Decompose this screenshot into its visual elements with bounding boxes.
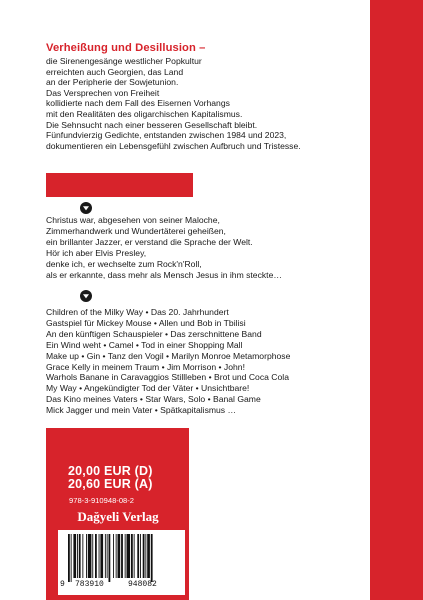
barcode-right-group: 948082 xyxy=(128,580,157,589)
blurb-heading: Verheißung und Desillusion – xyxy=(46,42,206,54)
intro-line: an der Peripherie der Sowjetunion. xyxy=(46,77,179,88)
barcode-first-digit: 9 xyxy=(60,580,65,589)
publisher-logo: Dağyeli Verlag xyxy=(77,509,159,524)
poem-line: Christus war, abgesehen von seiner Maloche, xyxy=(46,215,220,225)
titles-line: Warhols Banane in Caravaggios Stillleben • Brot und Coca Cola xyxy=(46,372,289,383)
poem-line: als er erkannte, dass mehr als Mensch Jesus in ihm steckte… xyxy=(46,269,282,280)
intro-line: kollidierte nach dem Fall des Eisernen Vorhangs xyxy=(46,98,230,109)
price-germany: 20,00 EUR (D) xyxy=(68,464,153,478)
intro-line: Das Versprechen von Freiheit xyxy=(46,87,160,98)
titles-line: My Way • Angekündigter Tod der Väter • Unsichtbare! xyxy=(46,383,250,394)
poem-line: Zimmerhandwerk und Wundertäterei geheißen, xyxy=(46,225,226,236)
titles-line: Mick Jagger und mein Vater • Spätkapitalismus … xyxy=(46,405,237,416)
poem-excerpt xyxy=(46,215,282,280)
titles-line: Das Kino meines Vaters • Star Wars, Solo • Banal Game xyxy=(46,394,261,405)
arrow-down-circle-icon xyxy=(80,202,92,214)
titles-line: Make up • Gin • Tanz den Vogil • Marilyn Monroe Metamorphose xyxy=(46,350,291,361)
isbn-number: 978-3-910948-08-2 xyxy=(69,496,135,505)
red-spine-bar xyxy=(370,0,423,600)
intro-line: die Sirenengesänge westlicher Popkultur xyxy=(46,56,202,66)
poem-line: ein brillanter Jazzer, er verstand die Sprache der Welt. xyxy=(46,236,253,247)
price-austria: 20,60 EUR (A) xyxy=(68,477,153,491)
intro-line: dokumentieren ein Lebensgefühl zwischen Aufbruch und Tristesse. xyxy=(46,140,301,151)
poem-line: Hör ich aber Elvis Presley, xyxy=(46,247,147,258)
titles-line: Children of the Milky Way • Das 20. Jahrhundert xyxy=(46,307,229,317)
red-decorative-block xyxy=(46,173,193,197)
intro-line: mit den Realitäten des oligarchischen Kapitalismus. xyxy=(46,108,243,119)
titles-line: Gastspiel für Mickey Mouse • Allen und Bob in Tbilisi xyxy=(46,317,246,328)
intro-line: Die Sehnsucht nach einer besseren Gesellschaft bleibt. xyxy=(46,119,258,130)
poem-titles-list xyxy=(46,307,290,416)
intro-line: erreichten auch Georgien, das Land xyxy=(46,66,184,77)
poem-line: denke ich, er wechselte zum Rock'n'Roll, xyxy=(46,258,202,269)
intro-line: Fünfundvierzig Gedichte, entstanden zwischen 1984 und 2023, xyxy=(46,130,287,141)
titles-line: Ein Wind weht • Camel • Tod in einer Shopping Mall xyxy=(46,339,243,350)
titles-line: Grace Kelly in meinem Traum • Jim Morrison • John! xyxy=(46,361,245,372)
barcode-left-group: 783910 xyxy=(75,580,104,589)
blurb-intro xyxy=(46,56,366,151)
titles-line: An den künftigen Schauspieler • Das zerschnittene Band xyxy=(46,328,262,339)
barcode-bars xyxy=(66,534,177,582)
arrow-down-circle-icon xyxy=(80,290,92,302)
